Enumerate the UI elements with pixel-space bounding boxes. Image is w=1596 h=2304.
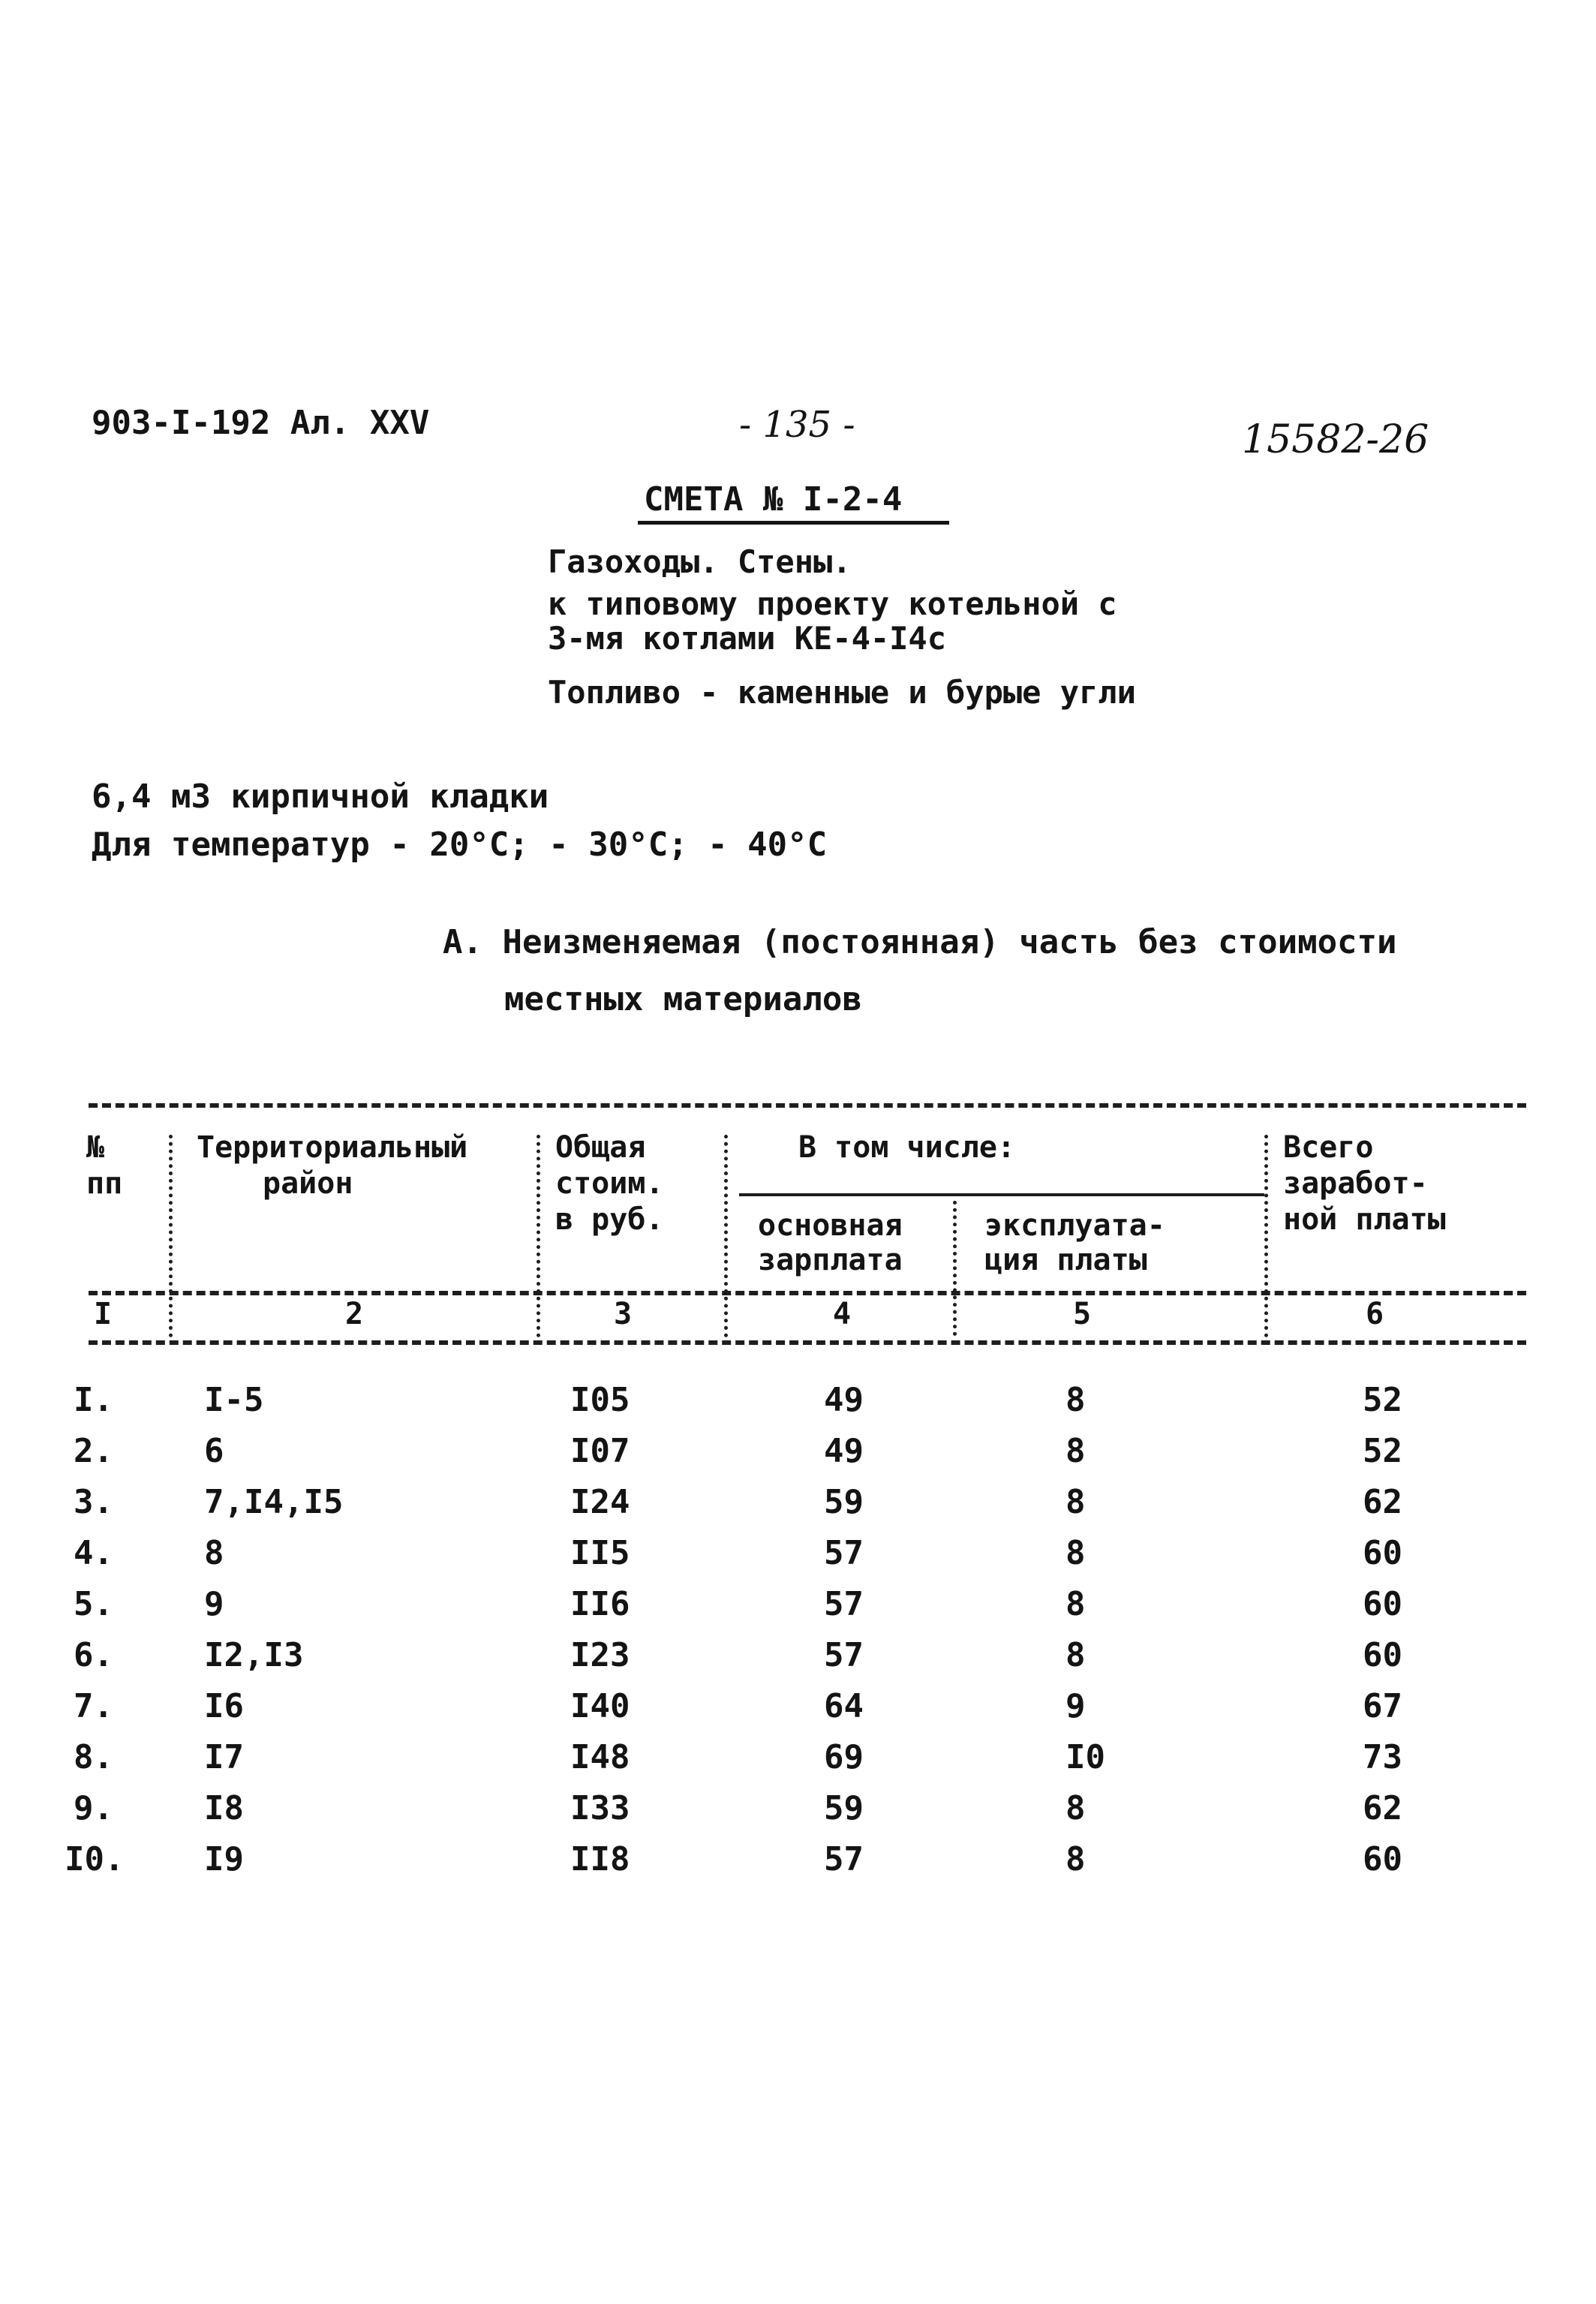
header-basic-wage: основная <box>758 1208 903 1243</box>
section-heading-cont: местных материалов <box>504 980 862 1018</box>
column-number: 4 <box>833 1297 852 1331</box>
row-number: 4. <box>74 1534 113 1572</box>
column-number: 6 <box>1366 1297 1384 1331</box>
column-separator <box>724 1135 728 1337</box>
column-separator <box>953 1201 957 1336</box>
row-number: I0. <box>65 1840 125 1878</box>
row-number: 7. <box>74 1687 113 1725</box>
archive-number: 15582-26 <box>1242 417 1429 462</box>
row-district: 8 <box>204 1534 224 1572</box>
row-total-wage: 60 <box>1363 1840 1402 1878</box>
row-total-cost: I23 <box>570 1636 630 1674</box>
header-bottom-rule <box>89 1291 1526 1295</box>
row-basic-wage: 57 <box>824 1585 864 1623</box>
row-number: I. <box>74 1381 113 1419</box>
row-basic-wage: 49 <box>824 1432 864 1470</box>
column-number: I <box>94 1297 113 1331</box>
row-district: I9 <box>204 1840 244 1878</box>
header-total-unit: в руб. <box>555 1202 664 1237</box>
section-heading: А. Неизменяемая (постоянная) часть без стоимости <box>443 923 1397 961</box>
column-number: 2 <box>345 1297 364 1331</box>
row-basic-wage: 49 <box>824 1381 864 1419</box>
header-total-sub: стоим. <box>555 1166 664 1201</box>
row-district: I2,I3 <box>204 1636 304 1674</box>
estimate-title: СМЕТА № I-2-4 <box>644 480 903 519</box>
fuel-note: Топливо - каменные и бурые угли <box>548 674 1136 711</box>
row-total-cost: I07 <box>570 1432 630 1470</box>
row-total-cost: I48 <box>570 1738 630 1776</box>
row-total-wage: 60 <box>1363 1534 1402 1572</box>
row-basic-wage: 64 <box>824 1687 864 1725</box>
row-basic-wage: 57 <box>824 1534 864 1572</box>
row-exploitation: 8 <box>1066 1585 1086 1623</box>
row-number: 2. <box>74 1432 113 1470</box>
row-district: I6 <box>204 1687 244 1725</box>
row-exploitation: 8 <box>1066 1483 1086 1521</box>
row-number: 3. <box>74 1483 113 1521</box>
row-total-cost: I05 <box>570 1381 630 1419</box>
row-total-wage: 52 <box>1363 1432 1402 1470</box>
row-total-wage: 62 <box>1363 1483 1402 1521</box>
document-code: 903-I-192 Ал. XXV <box>92 404 430 442</box>
header-including: В том числе: <box>798 1130 1015 1165</box>
header-num-sub: пп <box>86 1166 123 1201</box>
row-total-wage: 60 <box>1363 1585 1402 1623</box>
row-total-wage: 52 <box>1363 1381 1402 1419</box>
header-num: № <box>86 1130 105 1165</box>
volume-note: 6,4 м3 кирпичной кладки <box>92 778 549 816</box>
header-exploitation: эксплуата- <box>984 1208 1165 1243</box>
subtitle-line-3: 3-мя котлами КЕ-4-I4с <box>548 620 947 657</box>
column-separator <box>169 1135 173 1337</box>
row-number: 6. <box>74 1636 113 1674</box>
row-district: 6 <box>204 1432 224 1470</box>
row-total-cost: I24 <box>570 1483 630 1521</box>
page-number: - 135 - <box>739 404 855 446</box>
row-exploitation: 8 <box>1066 1789 1086 1827</box>
row-number: 9. <box>74 1789 113 1827</box>
row-district: I7 <box>204 1738 244 1776</box>
column-separator <box>537 1135 540 1337</box>
header-total-wage: Всего <box>1283 1130 1374 1165</box>
header-basic-wage-sub: зарплата <box>758 1243 903 1277</box>
row-total-cost: II8 <box>570 1840 630 1878</box>
row-basic-wage: 69 <box>824 1738 864 1776</box>
row-district: I8 <box>204 1789 244 1827</box>
row-total-cost: II5 <box>570 1534 630 1572</box>
row-exploitation: 8 <box>1066 1840 1086 1878</box>
row-exploitation: 8 <box>1066 1636 1086 1674</box>
temperature-note: Для температур - 20°С; - 30°С; - 40°С <box>92 826 828 864</box>
row-number: 5. <box>74 1585 113 1623</box>
table-top-rule <box>89 1103 1526 1108</box>
row-district: 7,I4,I5 <box>204 1483 344 1521</box>
row-exploitation: 8 <box>1066 1381 1086 1419</box>
row-total-wage: 73 <box>1363 1738 1402 1776</box>
column-number: 5 <box>1073 1297 1092 1331</box>
column-separator <box>1264 1135 1268 1337</box>
column-number: 3 <box>614 1297 633 1331</box>
header-district-sub: район <box>263 1166 353 1201</box>
subtitle-line-1: Газоходы. Стены. <box>548 543 852 580</box>
row-total-wage: 62 <box>1363 1789 1402 1827</box>
subtitle-line-2: к типовому проекту котельной с <box>548 585 1117 622</box>
row-number: 8. <box>74 1738 113 1776</box>
header-total-wage-sub: заработ- <box>1283 1166 1428 1201</box>
row-exploitation: I0 <box>1066 1738 1105 1776</box>
row-exploitation: 8 <box>1066 1534 1086 1572</box>
row-total-wage: 67 <box>1363 1687 1402 1725</box>
row-basic-wage: 59 <box>824 1789 864 1827</box>
row-total-wage: 60 <box>1363 1636 1402 1674</box>
row-district: 9 <box>204 1585 224 1623</box>
row-district: I-5 <box>204 1381 264 1419</box>
header-total-wage-sub2: ной платы <box>1283 1202 1446 1237</box>
title-underline <box>638 521 949 525</box>
row-basic-wage: 59 <box>824 1483 864 1521</box>
row-total-cost: I40 <box>570 1687 630 1725</box>
row-basic-wage: 57 <box>824 1840 864 1878</box>
header-total: Общая <box>555 1130 646 1165</box>
row-total-cost: II6 <box>570 1585 630 1623</box>
row-basic-wage: 57 <box>824 1636 864 1674</box>
header-district: Территориальный <box>197 1130 468 1165</box>
row-total-cost: I33 <box>570 1789 630 1827</box>
row-exploitation: 9 <box>1066 1687 1086 1725</box>
row-exploitation: 8 <box>1066 1432 1086 1470</box>
header-exploitation-sub: ция платы <box>984 1243 1147 1277</box>
col-number-rule <box>89 1340 1526 1345</box>
subheader-rule <box>739 1193 1264 1196</box>
